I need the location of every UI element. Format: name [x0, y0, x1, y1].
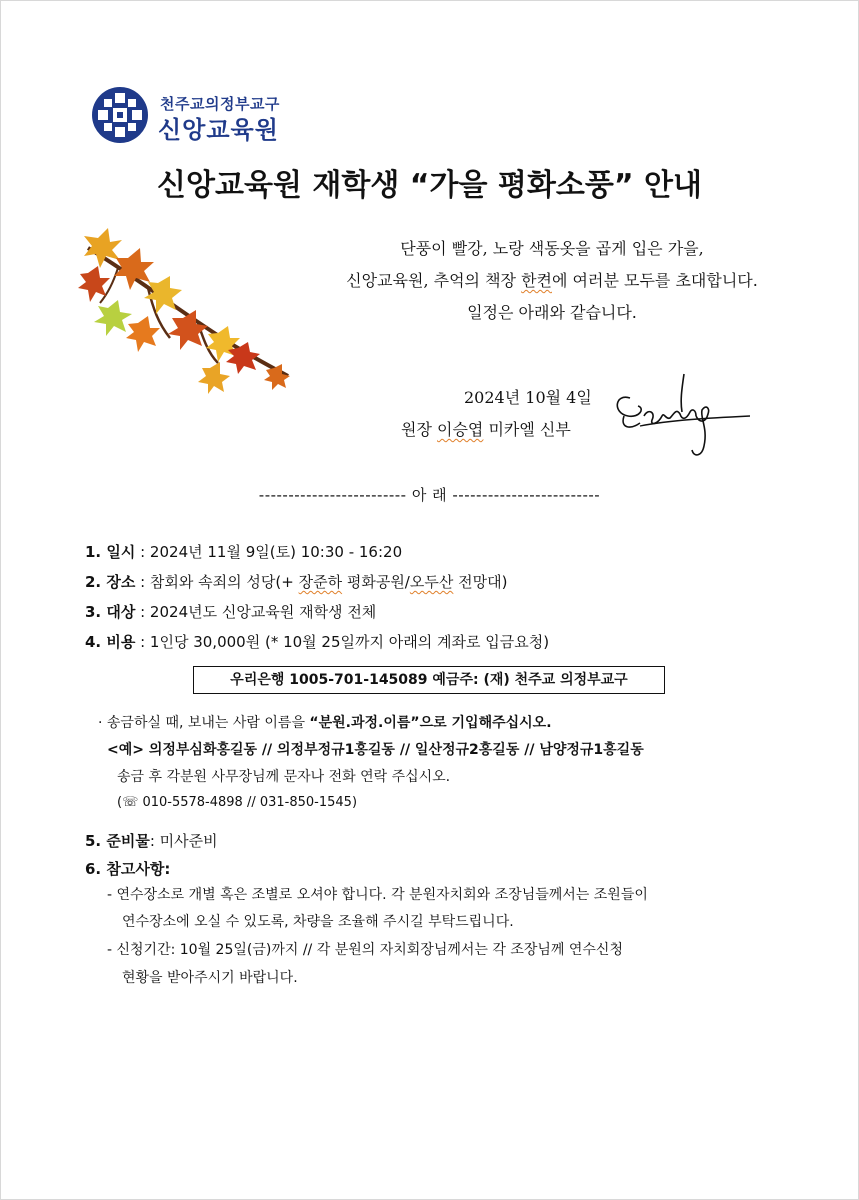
note-phone-numbers: (☏ 010-5578-4898 // 031-850-1545): [117, 795, 358, 810]
item-place-underlined-2: 오두산: [409, 573, 454, 591]
item-place-value-mid: 평화공원/: [342, 573, 410, 591]
reference-1-line-2: 연수장소에 오실 수 있도록, 차량을 조율해 주시길 부탁드립니다.: [122, 914, 514, 930]
item-target-label: 3. 대상: [85, 603, 136, 621]
autumn-leaves-icon: [78, 228, 298, 398]
note-contact: 송금 후 각분원 사무장님께 문자나 전화 연락 주십시오.: [117, 769, 451, 785]
org-subtitle: 천주교의정부교구: [160, 95, 280, 113]
item-place-label: 2. 장소: [85, 573, 136, 591]
item-cost-value: : 1인당 30,000원 (* 10월 25일까지 아래의 계좌로 입금요청): [135, 633, 550, 651]
note-example: <예> 의정부심화홍길동 // 의정부정규1홍길동 // 일산정규2홍길동 // 남양정규1홍길동: [107, 742, 644, 758]
item-supplies: [85, 830, 218, 851]
reference-2-line-1: - 신청기간: 10월 25일(금)까지 // 각 분원의 자치회장님께서는 각 조장님께 연수신청: [107, 942, 623, 958]
intro-line-1: 단풍이 빨강, 노랑 색동옷을 곱게 입은 가을,: [400, 239, 704, 258]
bank-account-box: 우리은행 1005-701-145089 예금주: (재) 천주교 의정부교구: [193, 666, 665, 694]
note-transfer-name-start: · 송금하실 때, 보내는 사람 이름을: [98, 715, 310, 731]
director-suffix: 미카엘 신부: [483, 420, 571, 439]
item-date-value: : 2024년 11월 9일(토) 10:30 - 16:20: [135, 543, 403, 561]
item-supplies-value: : 미사준비: [149, 832, 218, 850]
org-name: 신앙교육원: [158, 116, 279, 144]
note-transfer-name: [98, 712, 552, 732]
director-line: [401, 417, 571, 440]
item-place-value-end: 전망대): [453, 573, 508, 591]
item-place-underlined-1: 장준하: [298, 573, 343, 591]
intro-line-2-start: 신앙교육원, 추억의 책장: [346, 271, 522, 290]
section-divider: ------------------------- 아 래 -------------------------: [258, 486, 601, 504]
reference-1-line-1: - 연수장소로 개별 혹은 조별로 오셔야 합니다. 각 분원자치회와 조장님들께서는 조원들이: [107, 887, 648, 903]
intro-line-2-end: 에 여러분 모두를 초대합니다.: [552, 271, 758, 290]
item-references-colon: :: [164, 860, 171, 878]
document-title: 신앙교육원 재학생 “가을 평화소풍” 안내: [157, 168, 702, 203]
item-date: [85, 541, 402, 562]
item-cost-label: 4. 비용: [85, 633, 136, 651]
item-references-label: 6. 참고사항: [85, 860, 165, 878]
note-transfer-name-bold: “분원.과정.이름”으로 기입해주십시오.: [309, 715, 552, 731]
item-target: [85, 601, 376, 622]
signature-icon: [610, 368, 760, 463]
director-title: 원장: [401, 420, 437, 439]
intro-line-2-underlined: 한켠: [521, 271, 552, 290]
intro-paragraph: [292, 233, 812, 329]
reference-2-line-2: 현황을 받아주시기 바랍니다.: [122, 970, 298, 986]
item-date-label: 1. 일시: [85, 543, 136, 561]
director-name: 이승엽: [437, 420, 484, 439]
item-supplies-label: 5. 준비물: [85, 832, 150, 850]
item-references: [85, 858, 170, 879]
intro-line-3: 일정은 아래와 같습니다.: [467, 303, 637, 322]
item-target-value: : 2024년도 신앙교육원 재학생 전체: [135, 603, 377, 621]
issue-date: 2024년 10월 4일: [464, 388, 592, 407]
item-cost: [85, 631, 549, 652]
logo-icon: [91, 86, 149, 144]
intro-line-2: [292, 265, 812, 297]
item-place: [85, 571, 507, 592]
item-place-value-start: : 참회와 속죄의 성당(+: [135, 573, 299, 591]
